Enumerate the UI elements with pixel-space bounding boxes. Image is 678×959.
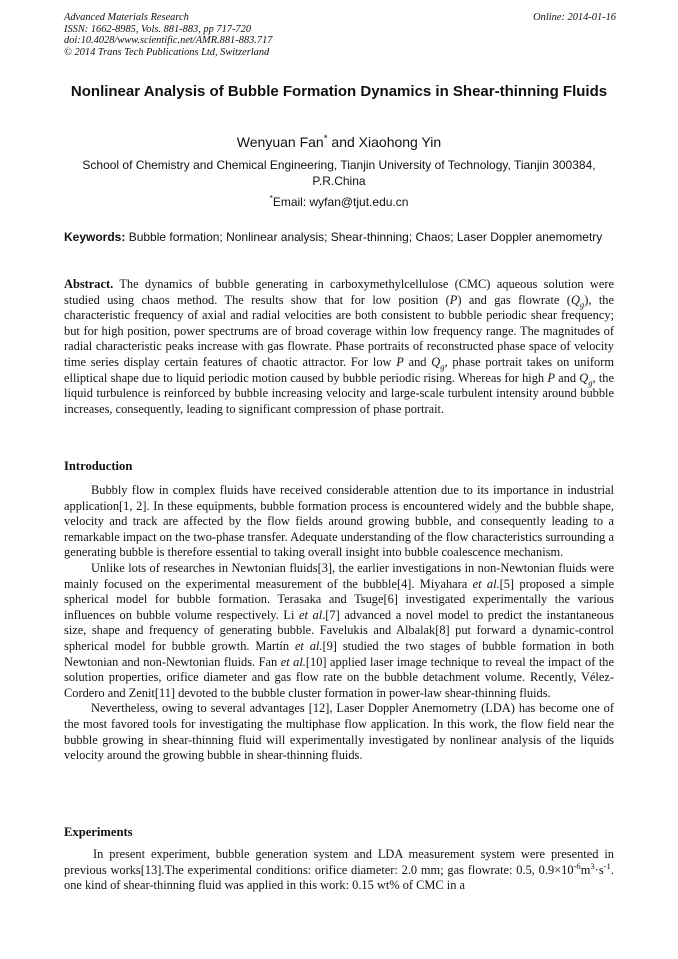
abstract-text: The dynamics of bubble generating in carboxymethylcellulose (CMC) aqueous solution were studied using chaos method. The results show that for low position ( — [64, 277, 614, 307]
symbol-q: Q — [570, 292, 580, 307]
abstract-text: ), the characteristic frequency of axial and radial velocities are both consistent to bubble periodic shear frequency; but for high position, power spectrums are of broad coverage within low frequency range. The magnitudes of radial characteristic peaks increase with gas flowrate. Phase portraits of reconstructed phase space of velocity time series display certain features of chaotic attractor. For low — [64, 292, 614, 369]
symbol-g: g — [588, 377, 593, 388]
issn-line: ISSN: 1662-8985, Vols. 881-883, pp 717-720 — [64, 23, 252, 35]
intro-paragraph-2 — [64, 561, 614, 701]
exponent: -6 — [573, 860, 581, 871]
unit: ·s — [594, 862, 604, 877]
intro-paragraph-3: Nevertheless, owing to several advantages [12], Laser Doppler Anemometry (LDA) has become one of the most favored tools for investigating the multiphase flow application. In this work, the flow field near the bubble growing in shear-thinning fluid will experimentally investigated by nonlinear analysis of the liquids velocity around the growing bubble in shear-thinning fluids. — [64, 701, 614, 763]
paragraph-text: In present experiment, bubble generation system and LDA measurement system were presented in previous works[13].The experimental conditions: orifice diameter: 2.0 mm; gas flowrate: 0.5, 0.9×10 — [64, 847, 614, 877]
abstract-text: , the liquid turbulence is reinforced by bubble increasing velocity and large-scale turbulent intensity around bubble increases, consequently, leading to significant compression of phase portrait. — [64, 370, 614, 416]
abstract — [64, 277, 614, 417]
corresponding-marker: * — [323, 133, 328, 145]
doi-line: doi:10.4028/www.scientific.net/AMR.881-883.717 — [64, 35, 273, 47]
author-rest: and Xiaohong Yin — [327, 134, 442, 150]
et-al: et al. — [294, 638, 323, 653]
keywords — [64, 230, 614, 246]
symbol-p: P — [547, 370, 555, 385]
et-al: et al. — [280, 654, 306, 669]
paragraph-text: [10] applied laser image technique to reveal the impact of the solution properties, orifice diameter and gas flow rate on the bubble detachment volume. Recently, Vélez-Cordero and Zenit[11] devoted to the bubble cluster formation in power-law shear-thinning fluids. — [64, 654, 614, 700]
symbol-q: Q — [579, 370, 589, 385]
symbol-g: g — [579, 299, 585, 310]
symbol-g: g — [440, 361, 445, 372]
exponent: -1 — [603, 860, 611, 871]
et-al: et al — [299, 607, 323, 622]
experiments-paragraph-1 — [64, 847, 614, 894]
abstract-text: and — [554, 370, 580, 385]
paper-title: Nonlinear Analysis of Bubble Formation Dynamics in Shear-thinning Fluids — [70, 83, 608, 100]
keywords-text: Bubble formation; Nonlinear analysis; Shear-thinning; Chaos; Laser Doppler anemometry — [125, 230, 603, 244]
paragraph-text: .[7] advanced a novel model to predict the instantaneous size, shape and frequency of generating bubble. Favelukis and Albalak[8] put forward a dynamic-control spherical model for bubble growth. Martín — [64, 607, 614, 653]
abstract-text: and — [403, 354, 432, 369]
journal-name: Advanced Materials Research — [64, 12, 189, 23]
paragraph-text: Unlike lots of researches in Newtonian fluids[3], the earlier investigations in non-Newtonian fluids were mainly focused on the experimental measurement of the bubble[4]. Miyahara — [64, 560, 614, 591]
et-al: et al. — [472, 576, 500, 591]
keywords-label: Keywords: — [64, 230, 126, 244]
author-first: Wenyuan Fan — [236, 134, 324, 150]
copyright-line: © 2014 Trans Tech Publications Ltd, Switzerland — [64, 46, 270, 58]
email-marker: * — [269, 193, 273, 203]
authors — [64, 133, 614, 151]
journal-header — [64, 12, 616, 58]
introduction-body — [64, 483, 614, 764]
abstract-text: , phase portrait takes on uniform elliptical shape due to liquid periodic motion caused by bubble periodic rising. Whereas for high — [64, 354, 614, 385]
abstract-label: Abstract. — [64, 277, 114, 291]
section-heading-introduction: Introduction — [64, 459, 133, 473]
symbol-q: Q — [431, 354, 441, 369]
paragraph-text: [5] proposed a simple spherical model for bubble formation. Terasaka and Tsuge[6] investigated experimentally the various influences on bubble volume respectively. Li — [64, 576, 614, 622]
symbol-p: P — [396, 354, 404, 369]
unit: m — [580, 862, 591, 877]
section-heading-experiments: Experiments — [64, 825, 133, 839]
experiments-body — [64, 847, 614, 894]
intro-paragraph-1: Bubbly flow in complex fluids have received considerable attention due to its importance in industrial application[1, 2]. In these equipments, bubble formation process is encountered widely and the bubble shape, velocity and track are affected by the flow fields around growing bubble, and consequently leading to a remarkable impact on the two-phase transfer. Adequate understanding of the flow characteristics surrounding a generating bubble is therefore essential to taking overall insight into bubble coalescence mechanism. — [64, 483, 614, 560]
email-line — [64, 194, 614, 210]
paragraph-text: [9] studied the two stages of bubble formation in both Newtonian and non-Newtonian fluids. Fan — [64, 638, 615, 669]
symbol-p: P — [449, 292, 458, 307]
paragraph-text: . one kind of shear-thinning fluid was applied in this work: 0.15 wt% of CMC in a — [64, 862, 614, 893]
abstract-text: ) and gas flowrate ( — [457, 292, 571, 307]
email-text: Email: wyfan@tjut.edu.cn — [272, 195, 409, 209]
online-date: Online: 2014-01-16 — [533, 12, 616, 23]
affiliation: School of Chemistry and Chemical Engineering, Tianjin University of Technology, Tianjin 300384, P.R.China — [82, 158, 596, 188]
exponent: 3 — [590, 860, 595, 871]
